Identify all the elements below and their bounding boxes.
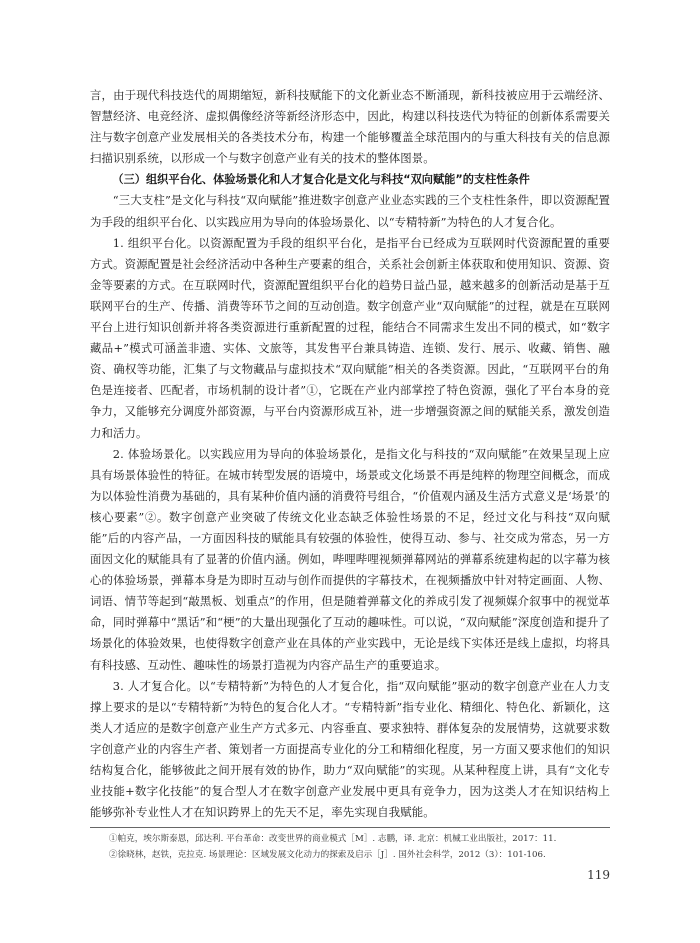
paragraph-experience-scene: 2. 体验场景化。以实践应用为导向的体验场景化，是指文化与科技的“双向赋能”在效果呈现上应具有场景体验性的特征。在城市转型发展的语境中，场景或文化场景不再是纯粹的物理空间概念，而成为以体验性消费为基础的，具有某种价值内涵的消费符号组合，“价值观内涵及生活方式意义是‘场景’的核心要素”②。数字创意产业突破了传统文化业态缺乏体验性场景的不足，经过文化与科技“双向赋能”后的内容产品，一方面因科技的赋能具有较强的体验性，使得互动、参与、社交成为常态，另一方面因文化的赋能具有了显著的价值内涵。例如，哔哩哔哩视频弹幕网站的弹幕系统建构起的以字幕为核心的体验场景，弹幕本身是为即时互动与创作而提供的字幕技术，在视频播放中针对特定画面、人物、词语、情节等起到“敲黑板、划重点”的作用，但是随着弹幕文化的养成引发了视频媒介叙事中的视觉革命，同时弹幕中“黑话”和“梗”的大量出现强化了互动的趣味性。可以说，“双向赋能”深度创造和提升了场景化的体验效果，也使得数字创意产业在具体的产业实践中，无论是线下实体还是线上虚拟，均将具有科技感、互动性、趣味性的场景打造视为内容产品生产的重要追求。 bbox=[90, 446, 610, 672]
footnote-2: ②徐晓林，赵铁，克拉克. 场景理论：区域发展文化动力的探索及启示［J］. 国外社会科学，2012（3）：101-106. bbox=[108, 849, 546, 860]
article-body bbox=[90, 85, 610, 823]
footnotes bbox=[90, 827, 610, 863]
footnote-1: ①帕克，埃尔斯泰恩，邱达利. 平台革命：改变世界的商业模式［M］. 志鹏，译. 北京：机械工业出版社，2017：11. bbox=[108, 834, 557, 845]
paragraph-organization-platform: 1. 组织平台化。以资源配置为手段的组织平台化，是指平台已经成为互联网时代资源配置的重要方式。资源配置是社会经济活动中各种生产要素的组合，关系社会创新主体获取和使用知识、资源、资金等要素的方式。在互联网时代，资源配置组织平台化的趋势日益凸显，越来越多的创新活动是基于互联网平台的生产、传播、消费等环节之间的互动创造。数字创意产业“双向赋能”的过程，就是在互联网平台上进行知识创新并将各类资源进行重新配置的过程，能结合不同需求生发出不同的模式，如“数字藏品+”模式可涵盖非遗、实体、文旅等，其发售平台兼具铸造、连锁、发行、展示、收藏、销售、融资、确权等功能，汇集了与文物藏品与虚拟技术“双向赋能”相关的各类资源。因此，“互联网平台的角色是连接者、匹配者，市场机制的设计者”①，它既在产业内部掌控了特色资源，强化了平台本身的竞争力，又能够充分调度外部资源，与平台内资源形成互补，进一步增强资源之间的赋能关系，激发创造力和活力。 bbox=[90, 235, 610, 440]
continued-paragraph: 言，由于现代科技迭代的周期缩短，新科技赋能下的文化新业态不断涌现，新科技被应用于云端经济、智慧经济、电竞经济、虚拟偶像经济等新经济形态中，因此，构建以科技迭代为特征的创新体系需要关注与数字创意产业发展相关的各类技术分布，构建一个能够覆盖全球范围内的与重大科技有关的信息源扫描识别系统，以形成一个与数字创意产业有关的技术的整体图景。 bbox=[90, 88, 610, 166]
page-number: 119 bbox=[587, 868, 610, 882]
section-heading: （三）组织平台化、体验场景化和人才复合化是文化与科技“双向赋能”的支柱性条件 bbox=[112, 173, 530, 187]
paragraph-talent-compound: 3. 人才复合化。以“专精特新”为特色的人才复合化，指“双向赋能”驱动的数字创意产业在人力支撑上要求的是以“专精特新”为特色的复合化人才。“专精特新”指专业化、精细化、特色化、新颖化，这类人才适应的是数字创意产业生产方式多元、内容垂直、要求独特、群体复杂的发展情势，这就要求数字创意产业的内容生产者、策划者一方面提高专业化的分工和精细化程度，另一方面又要求他们的知识结构复合化，能够彼此之间开展有效的协作，助力“双向赋能”的实现。从某种程度上讲，具有“文化专业技能+数字化技能”的复合型人才在数字创意产业发展中更具有竞争力，因为这类人才在知识结构上能够弥补专业性人才在知识跨界上的先天不足，率先实现自我赋能。 bbox=[90, 678, 610, 820]
paragraph-three-pillars: “三大支柱”是文化与科技“双向赋能”推进数字创意产业业态实践的三个支柱性条件，即以资源配置为手段的组织平台化、以实践应用为导向的体验场景化、以“专精特新”为特色的人才复合化。 bbox=[90, 193, 610, 229]
